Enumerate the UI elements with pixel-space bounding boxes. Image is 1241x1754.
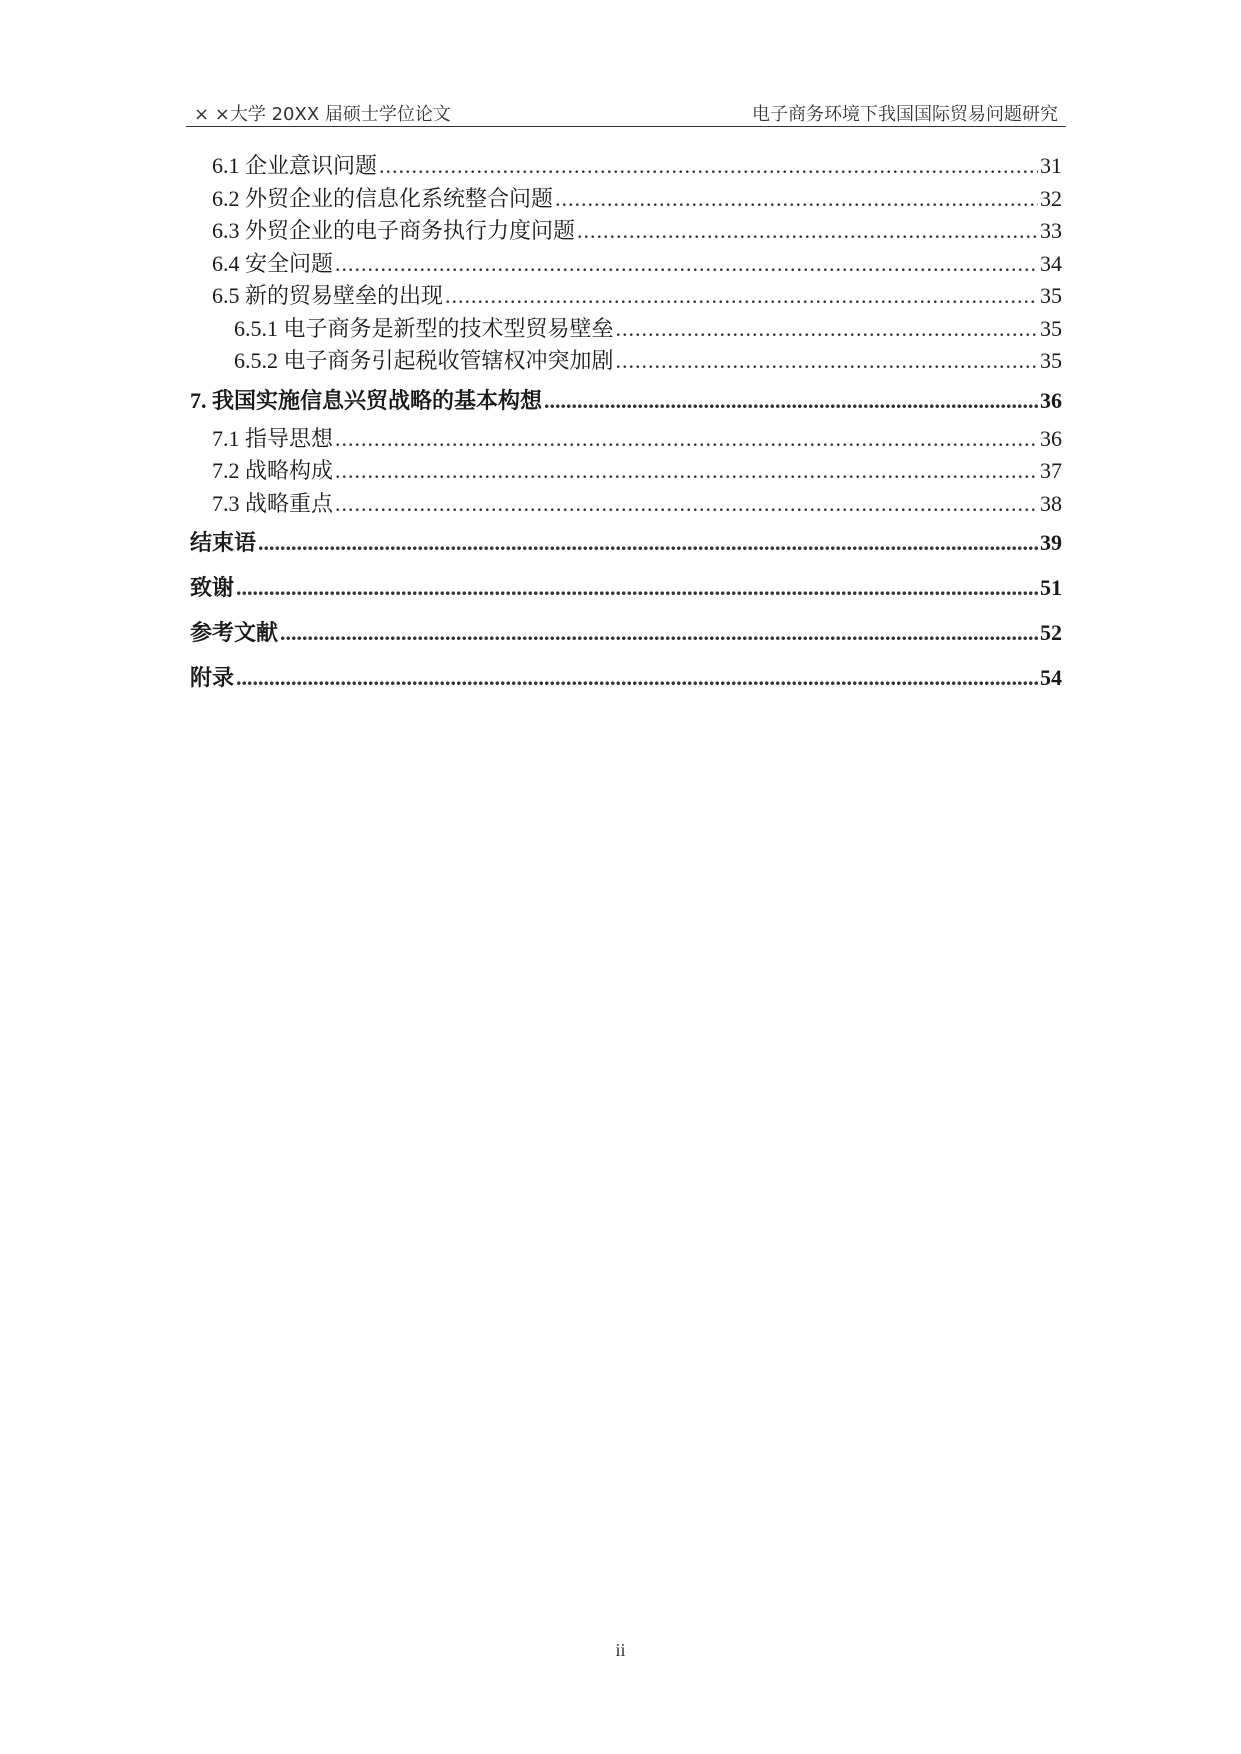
toc-entry-page: 54 [1040,665,1062,690]
toc-entry[interactable] [190,248,1062,281]
toc-entry-page: 31 [1040,153,1062,178]
table-of-contents [190,150,1062,700]
toc-entry[interactable] [190,150,1062,183]
running-header [186,96,1066,127]
toc-entry-page: 39 [1040,530,1062,555]
toc-entry[interactable] [190,215,1062,248]
toc-dot-leader [335,423,1038,456]
toc-entry-title: 6.1 企业意识问题 [212,153,378,178]
toc-dot-leader [280,610,1038,655]
toc-entry-page: 38 [1040,490,1062,516]
toc-entry-title: 6.5 新的贸易壁垒的出现 [212,283,444,308]
toc-entry-page: 52 [1040,620,1062,645]
toc-chapter-entry[interactable] [190,565,1062,610]
toc-entry-title: 参考文献 [190,620,279,645]
toc-chapter-entry[interactable] [190,520,1062,565]
toc-entry-title: 7. 我国实施信息兴贸战略的基本构想 [190,387,543,413]
toc-entry[interactable] [190,423,1062,456]
toc-dot-leader [577,215,1038,248]
toc-chapter-entry[interactable] [190,610,1062,655]
toc-entry-page: 32 [1040,185,1062,211]
toc-entry-page: 35 [1040,315,1062,341]
toc-dot-leader [445,280,1038,313]
toc-entry[interactable] [190,280,1062,313]
toc-entry[interactable] [190,313,1062,346]
toc-entry-page: 33 [1040,218,1062,243]
toc-entry-title: 6.3 外贸企业的电子商务执行力度问题 [212,218,576,243]
toc-dot-leader [544,378,1038,423]
toc-entry-title: 6.2 外贸企业的信息化系统整合问题 [212,185,554,211]
toc-entry-title: 结束语 [190,530,257,555]
toc-entry-title: 6.4 安全问题 [212,250,334,276]
toc-entry-title: 7.2 战略构成 [212,458,334,483]
toc-entry[interactable] [190,455,1062,488]
header-thesis-label: × ×大学 20XX 届硕士学位论文 [194,104,451,125]
toc-dot-leader [236,655,1038,700]
toc-entry-page: 37 [1040,458,1062,483]
toc-dot-leader [258,520,1038,565]
toc-chapter-entry[interactable] [190,378,1062,423]
toc-entry-title: 致谢 [190,575,235,600]
toc-entry-title: 7.3 战略重点 [212,490,334,516]
toc-entry-page: 36 [1040,425,1062,451]
toc-entry[interactable] [190,488,1062,521]
toc-entry-title: 6.5.1 电子商务是新型的技术型贸易壁垒 [234,315,614,341]
toc-entry-page: 51 [1040,575,1062,600]
toc-entry-page: 36 [1040,387,1062,413]
toc-dot-leader [379,150,1038,183]
toc-dot-leader [335,488,1038,521]
toc-dot-leader [616,345,1038,378]
toc-entry-page: 34 [1040,250,1062,276]
toc-entry[interactable] [190,345,1062,378]
toc-dot-leader [555,183,1038,216]
header-thesis-title: 电子商务环境下我国国际贸易问题研究 [752,104,1058,125]
toc-entry-title: 附录 [190,665,235,690]
toc-entry-page: 35 [1040,283,1062,308]
toc-dot-leader [335,248,1038,281]
toc-dot-leader [236,565,1038,610]
toc-entry-title: 7.1 指导思想 [212,425,334,451]
toc-dot-leader [616,313,1038,346]
page-number: ii [615,1640,626,1660]
toc-entry-page: 35 [1040,348,1062,373]
toc-entry-title: 6.5.2 电子商务引起税收管辖权冲突加剧 [234,348,614,373]
toc-chapter-entry[interactable] [190,655,1062,700]
toc-dot-leader [335,455,1038,488]
toc-entry[interactable] [190,183,1062,216]
